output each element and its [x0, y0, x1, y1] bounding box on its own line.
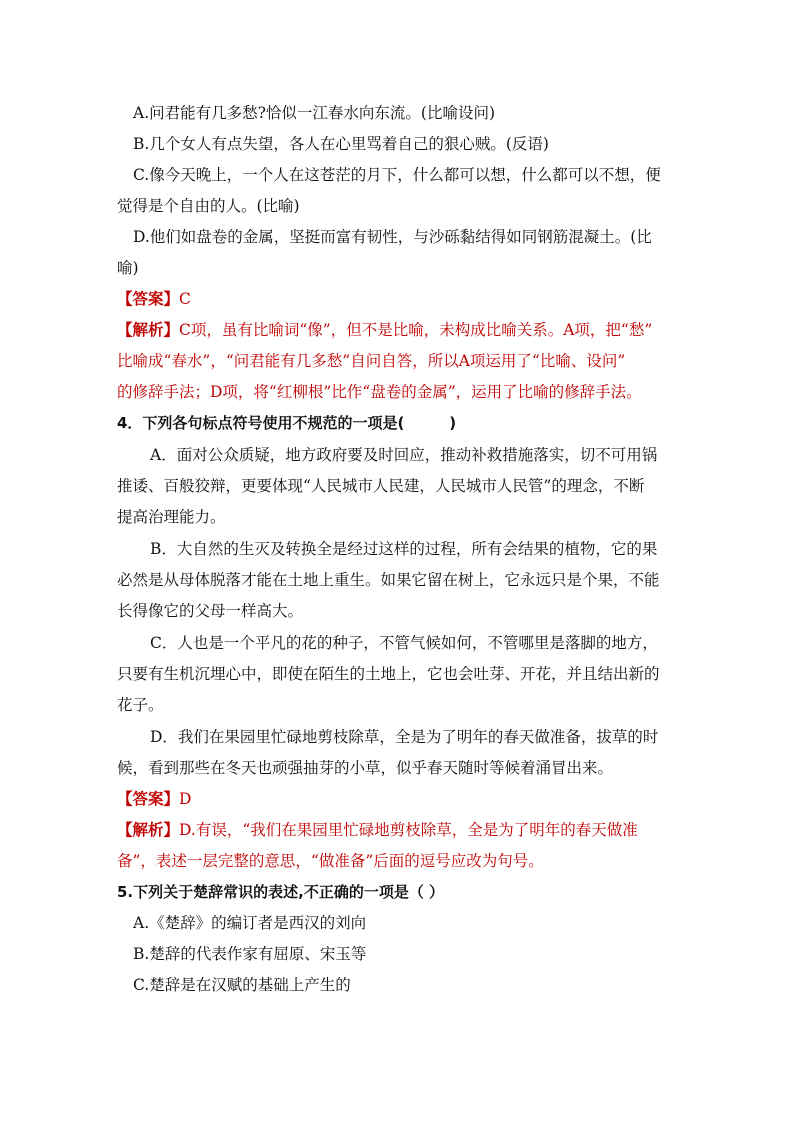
- q5-question: 5.下列关于楚辞常识的表述,不正确的一项是（ ）: [117, 883, 445, 901]
- q4-analysis-label: 【解析】: [117, 820, 180, 839]
- q3-analysis-line1: [117, 320, 652, 340]
- q4-option-a-line2: 推诿、百般狡辩，更要体现“人民城市人民建，人民城市人民管”的理念，不断: [117, 477, 645, 495]
- q4-question: 4．下列各句标点符号使用不规范的一项是( ): [117, 414, 457, 432]
- q4-option-d-line1: D．我们在果园里忙碌地剪枝除草，全是为了明年的春天做准备，拔草的时: [150, 728, 659, 746]
- q4-analysis-line2: 备”，表述一层完整的意思，“做准备”后面的逗号应改为句号。: [117, 852, 544, 870]
- q4-answer: [117, 789, 191, 809]
- q5-option-b: B.楚辞的代表作家有屈原、宋玉等: [133, 945, 367, 963]
- q3-option-c-line1: C.像今天晚上，一个人在这苍茫的月下，什么都可以想，什么都可以不想，便: [133, 166, 661, 184]
- q4-option-d-line2: 候，看到那些在冬天也顽强抽芽的小草，似乎春天随时等候着涌冒出来。: [117, 759, 614, 777]
- q3-analysis-text-1: C项，虽有比喻词“像”，但不是比喻，未构成比喻关系。A项，把“愁”: [179, 321, 653, 339]
- q3-option-d-line2: 喻): [117, 259, 139, 277]
- q4-option-b-line3: 长得像它的父母一样高大。: [117, 602, 304, 620]
- q4-analysis-text-1: D.有误，“我们在果园里忙碌地剪枝除草，全是为了明年的春天做准: [179, 821, 638, 839]
- q4-option-b-line2: 必然是从母体脱落才能在土地上重生。如果它留在树上，它永远只是个果，不能: [117, 571, 660, 589]
- q4-option-b-line1: B．大自然的生灭及转换全是经过这样的过程，所有会结果的植物，它的果: [150, 540, 658, 558]
- q4-option-a-line3: 提高治理能力。: [117, 508, 226, 526]
- q3-option-b: B.几个女人有点失望，各人在心里骂着自己的狠心贼。(反语): [133, 135, 549, 153]
- q3-option-d-line1: D.他们如盘卷的金属，坚挺而富有韧性，与沙砾黏结得如同钢筋混凝土。(比: [133, 228, 652, 246]
- q3-answer-value: C: [179, 290, 191, 308]
- q5-option-c: C.楚辞是在汉赋的基础上产生的: [133, 976, 351, 994]
- q3-analysis-line2: 比喻成“春水”，“问君能有几多愁”自问自答，所以A项运用了“比喻、设问”: [117, 352, 626, 370]
- q4-analysis-line1: [117, 820, 638, 840]
- q3-answer-label: 【答案】: [117, 289, 180, 308]
- q3-analysis-label: 【解析】: [117, 320, 180, 339]
- q3-answer: [117, 289, 191, 309]
- q4-option-c-line1: C．人也是一个平凡的花的种子，不管气候如何，不管哪里是落脚的地方，: [150, 634, 658, 652]
- q4-answer-label: 【答案】: [117, 789, 180, 808]
- q3-option-c-line2: 觉得是个自由的人。(比喻): [117, 197, 300, 215]
- q3-option-a: A.问君能有几多愁?恰似一江春水向东流。(比喻设问): [133, 104, 496, 122]
- q4-option-c-line3: 花子。: [117, 696, 164, 714]
- q4-option-a-line1: A．面对公众质疑，地方政府要及时回应，推动补救措施落实，切不可用锅: [150, 446, 658, 464]
- q4-answer-value: D: [179, 790, 192, 808]
- q5-option-a: A.《楚辞》的编订者是西汉的刘向: [133, 914, 367, 932]
- q4-option-c-line2: 只要有生机沉埋心中，即使在陌生的土地上，它也会吐芽、开花，并且结出新的: [117, 665, 660, 683]
- q3-analysis-line3: 的修辞手法；D项，将“红柳根”比作“盘卷的金属”，运用了比喻的修辞手法。: [117, 383, 642, 401]
